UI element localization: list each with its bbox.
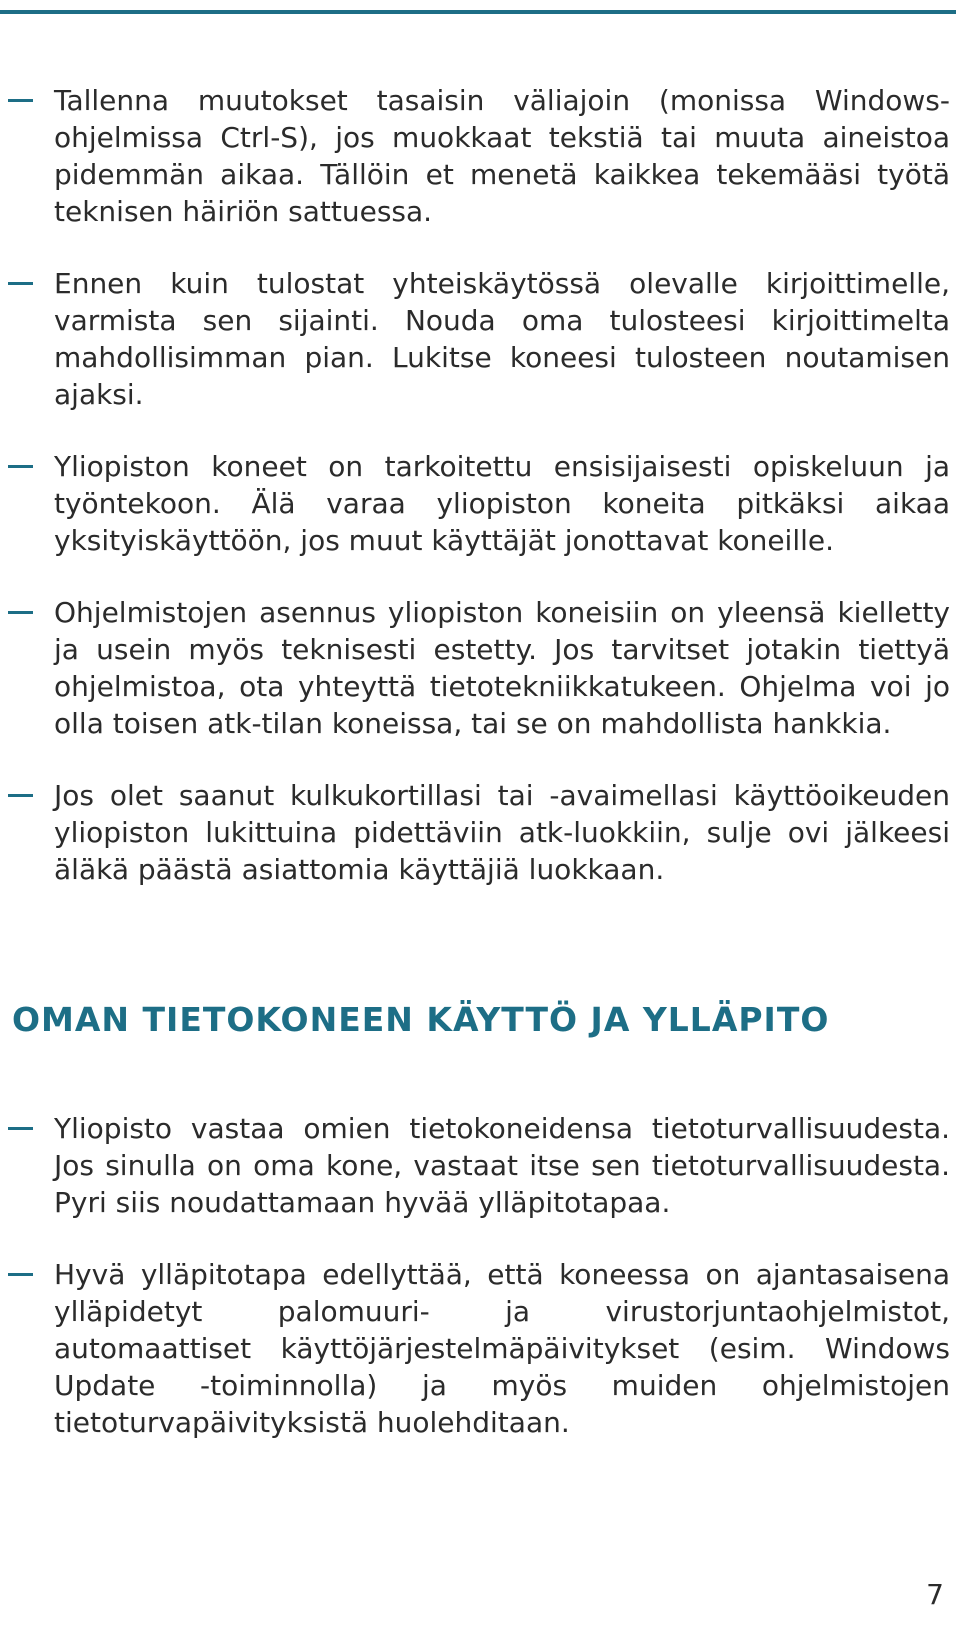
section-heading: OMAN TIETOKONEEN KÄYTTÖ JA YLLÄPITO	[12, 1000, 830, 1039]
dash-bullet-icon	[8, 611, 33, 614]
dash-bullet-icon	[8, 465, 33, 468]
maintenance-section	[0, 1110, 960, 1476]
list-item	[0, 82, 960, 230]
dash-bullet-icon	[8, 794, 33, 797]
list-item	[0, 777, 960, 888]
dash-bullet-icon	[8, 282, 33, 285]
list-item-text: Yliopisto vastaa omien tietokoneidensa tietoturvallisuudesta. Jos sinulla on oma kone, vastaat itse sen tietoturvallisuudesta. Pyri siis noudattamaan hyvää ylläpitotapaa.	[54, 1112, 950, 1219]
list-item	[0, 448, 960, 559]
list-item	[0, 1256, 960, 1441]
list-item	[0, 594, 960, 742]
rules-section	[0, 82, 960, 923]
dash-bullet-icon	[8, 1273, 33, 1276]
list-item	[0, 1110, 960, 1221]
list-item-text: Jos olet saanut kulkukortillasi tai -avaimellasi käyttöoikeuden yliopiston lukittuina pidettäviin atk-luokkiin, sulje ovi jälkeesi äläkä päästä asiattomia käyttäjiä luokkaan.	[54, 779, 950, 886]
list-item-text: Ennen kuin tulostat yhteiskäytössä olevalle kirjoittimelle, varmista sen sijainti. Nouda oma tulosteesi kirjoittimelta mahdollisimman pian. Lukitse koneesi tulosteen noutamisen ajaksi.	[54, 267, 950, 411]
maintenance-list	[0, 1110, 960, 1441]
dash-bullet-icon	[8, 99, 33, 102]
list-item-text: Tallenna muutokset tasaisin väliajoin (monissa Windows-ohjelmissa Ctrl-S), jos muokkaat tekstiä tai muuta aineistoa pidemmän aikaa. Tällöin et menetä kaikkea tekemääsi työtä teknisen häiriön sattuessa.	[54, 84, 950, 228]
rules-list	[0, 82, 960, 888]
list-item-text: Yliopiston koneet on tarkoitettu ensisijaisesti opiskeluun ja työntekoon. Älä varaa yliopiston koneita pitkäksi aikaa yksityiskäyttöön, jos muut käyttäjät jonottavat koneille.	[54, 450, 950, 557]
list-item-text: Hyvä ylläpitotapa edellyttää, että koneessa on ajantasaisena ylläpidetyt palomuuri- ja virustorjuntaohjelmistot, automaattiset käyttöjärjestelmäpäivitykset (esim. Windows Update -toiminnolla) ja myös muiden ohjelmistojen tietoturvapäivityksistä huolehditaan.	[54, 1258, 950, 1439]
dash-bullet-icon	[8, 1127, 33, 1130]
top-divider	[0, 10, 956, 14]
page-number: 7	[926, 1578, 944, 1611]
list-item	[0, 265, 960, 413]
list-item-text: Ohjelmistojen asennus yliopiston koneisiin on yleensä kielletty ja usein myös teknisesti estetty. Jos tarvitset jotakin tiettyä ohjelmistoa, ota yhteyttä tietotekniikkatukeen. Ohjelma voi jo olla toisen atk-tilan koneissa, tai se on mahdollista hankkia.	[54, 596, 950, 740]
